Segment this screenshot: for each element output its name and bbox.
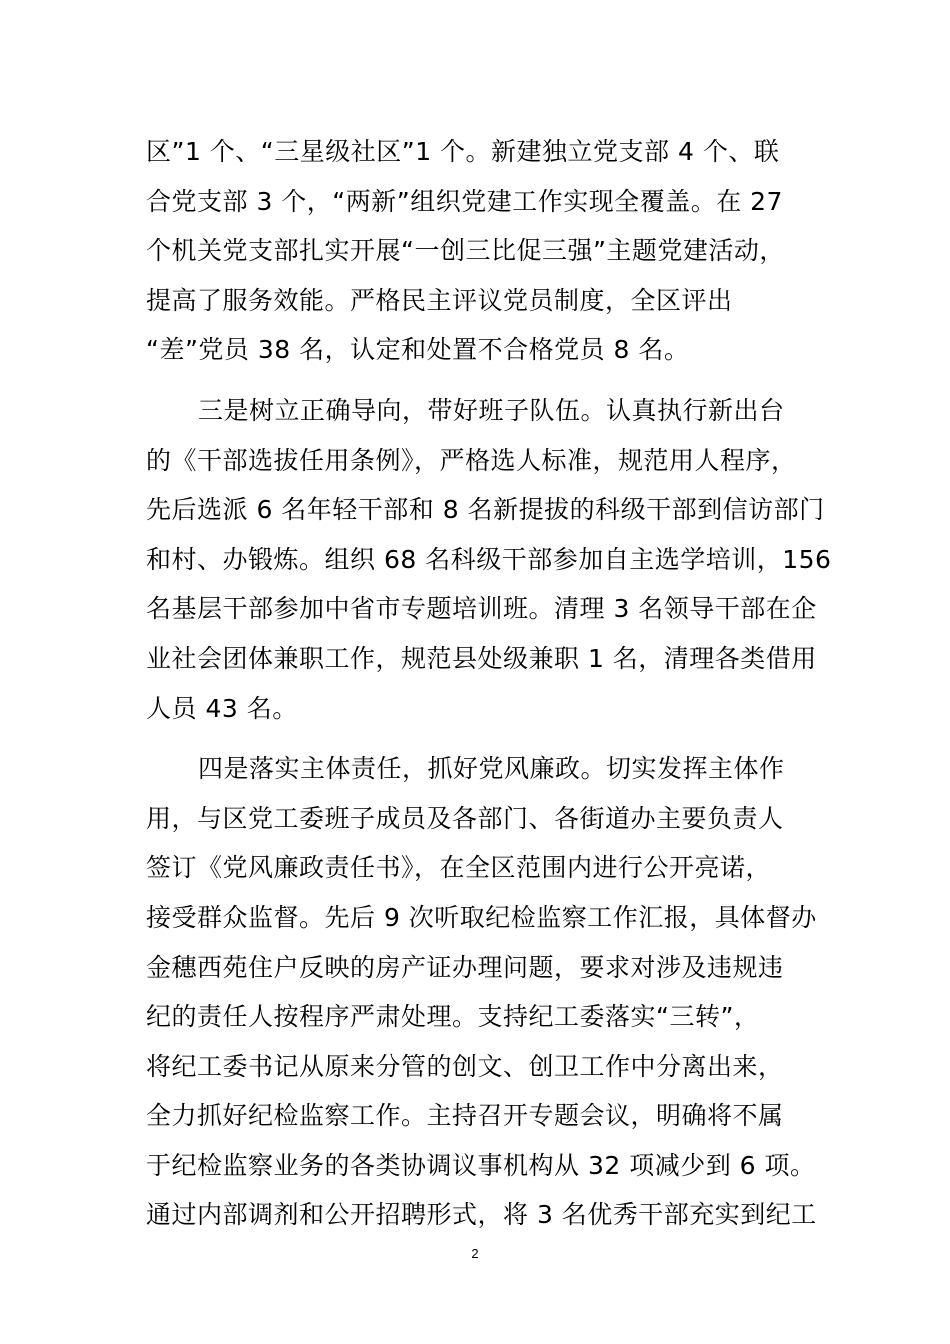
text-line: 的《干部选拔任用条例》，严格选人标准，规范用人程序， [146,445,797,475]
text-line: 先后选派 6 名年轻干部和 8 名新提拔的科级干部到信访部门 [146,495,825,525]
text-line: 金穗西苑住户反映的房产证办理问题，要求对涉及违规违 [146,952,784,982]
text-line: 和村、办锻炼。组织 68 名科级干部参加自主选学培训，156 [146,544,832,574]
paragraph-spacer [146,733,816,744]
text-line: “差”党员 38 名，认定和处置不合格党员 8 名。 [146,335,690,365]
text-line: 业社会团体兼职工作，规范县处级兼职 1 名，清理各类借用 [146,643,817,673]
text-line: 于纪检监察业务的各类协调议事机构从 32 项减少到 6 项。 [146,1150,816,1180]
text-line: 签订《党风廉政责任书》，在全区范围内进行公开亮诺， [146,853,772,883]
text-line: 提高了服务效能。严格民主评议党员制度，全区评出 [146,285,733,315]
text-line: 人员 43 名。 [146,693,298,723]
text-line: 合党支部 3 个，“两新”组织党建工作实现全覆盖。在 27 [146,186,783,216]
paragraph-start-line: 三是树立正确导向，带好班子队伍。认真执行新出台 [198,395,785,425]
text-line: 纪的责任人按程序严肃处理。支持纪工委落实“三转”， [146,1002,760,1032]
text-line: 接受群众监督。先后 9 次听取纪检监察工作汇报，具体督办 [146,902,817,932]
paragraph-spacer [146,375,816,386]
text-line: 个机关党支部扎实开展“一创三比促三强”主题党建活动， [146,236,785,266]
text-line: 通过内部调剂和公开招聘形式，将 3 名优秀干部充实到纪工 [146,1200,817,1230]
paragraph-start-line: 四是落实主体责任，抓好党风廉政。切实发挥主体作 [198,754,785,784]
body-text [146,127,832,1240]
page-number: 2 [471,1246,479,1261]
text-line: 全力抓好纪检监察工作。主持召开专题会议，明确将不属 [146,1101,784,1131]
text-line: 用，与区党工委班子成员及各部门、各街道办主要负责人 [146,803,784,833]
text-line: 区”1 个、“三星级社区”1 个。新建独立党支部 4 个、联 [146,137,780,166]
text-line: 将纪工委书记从原来分管的创文、创卫工作中分离出来， [146,1051,784,1081]
text-line: 名基层干部参加中省市专题培训班。清理 3 名领导干部在企 [146,594,817,624]
